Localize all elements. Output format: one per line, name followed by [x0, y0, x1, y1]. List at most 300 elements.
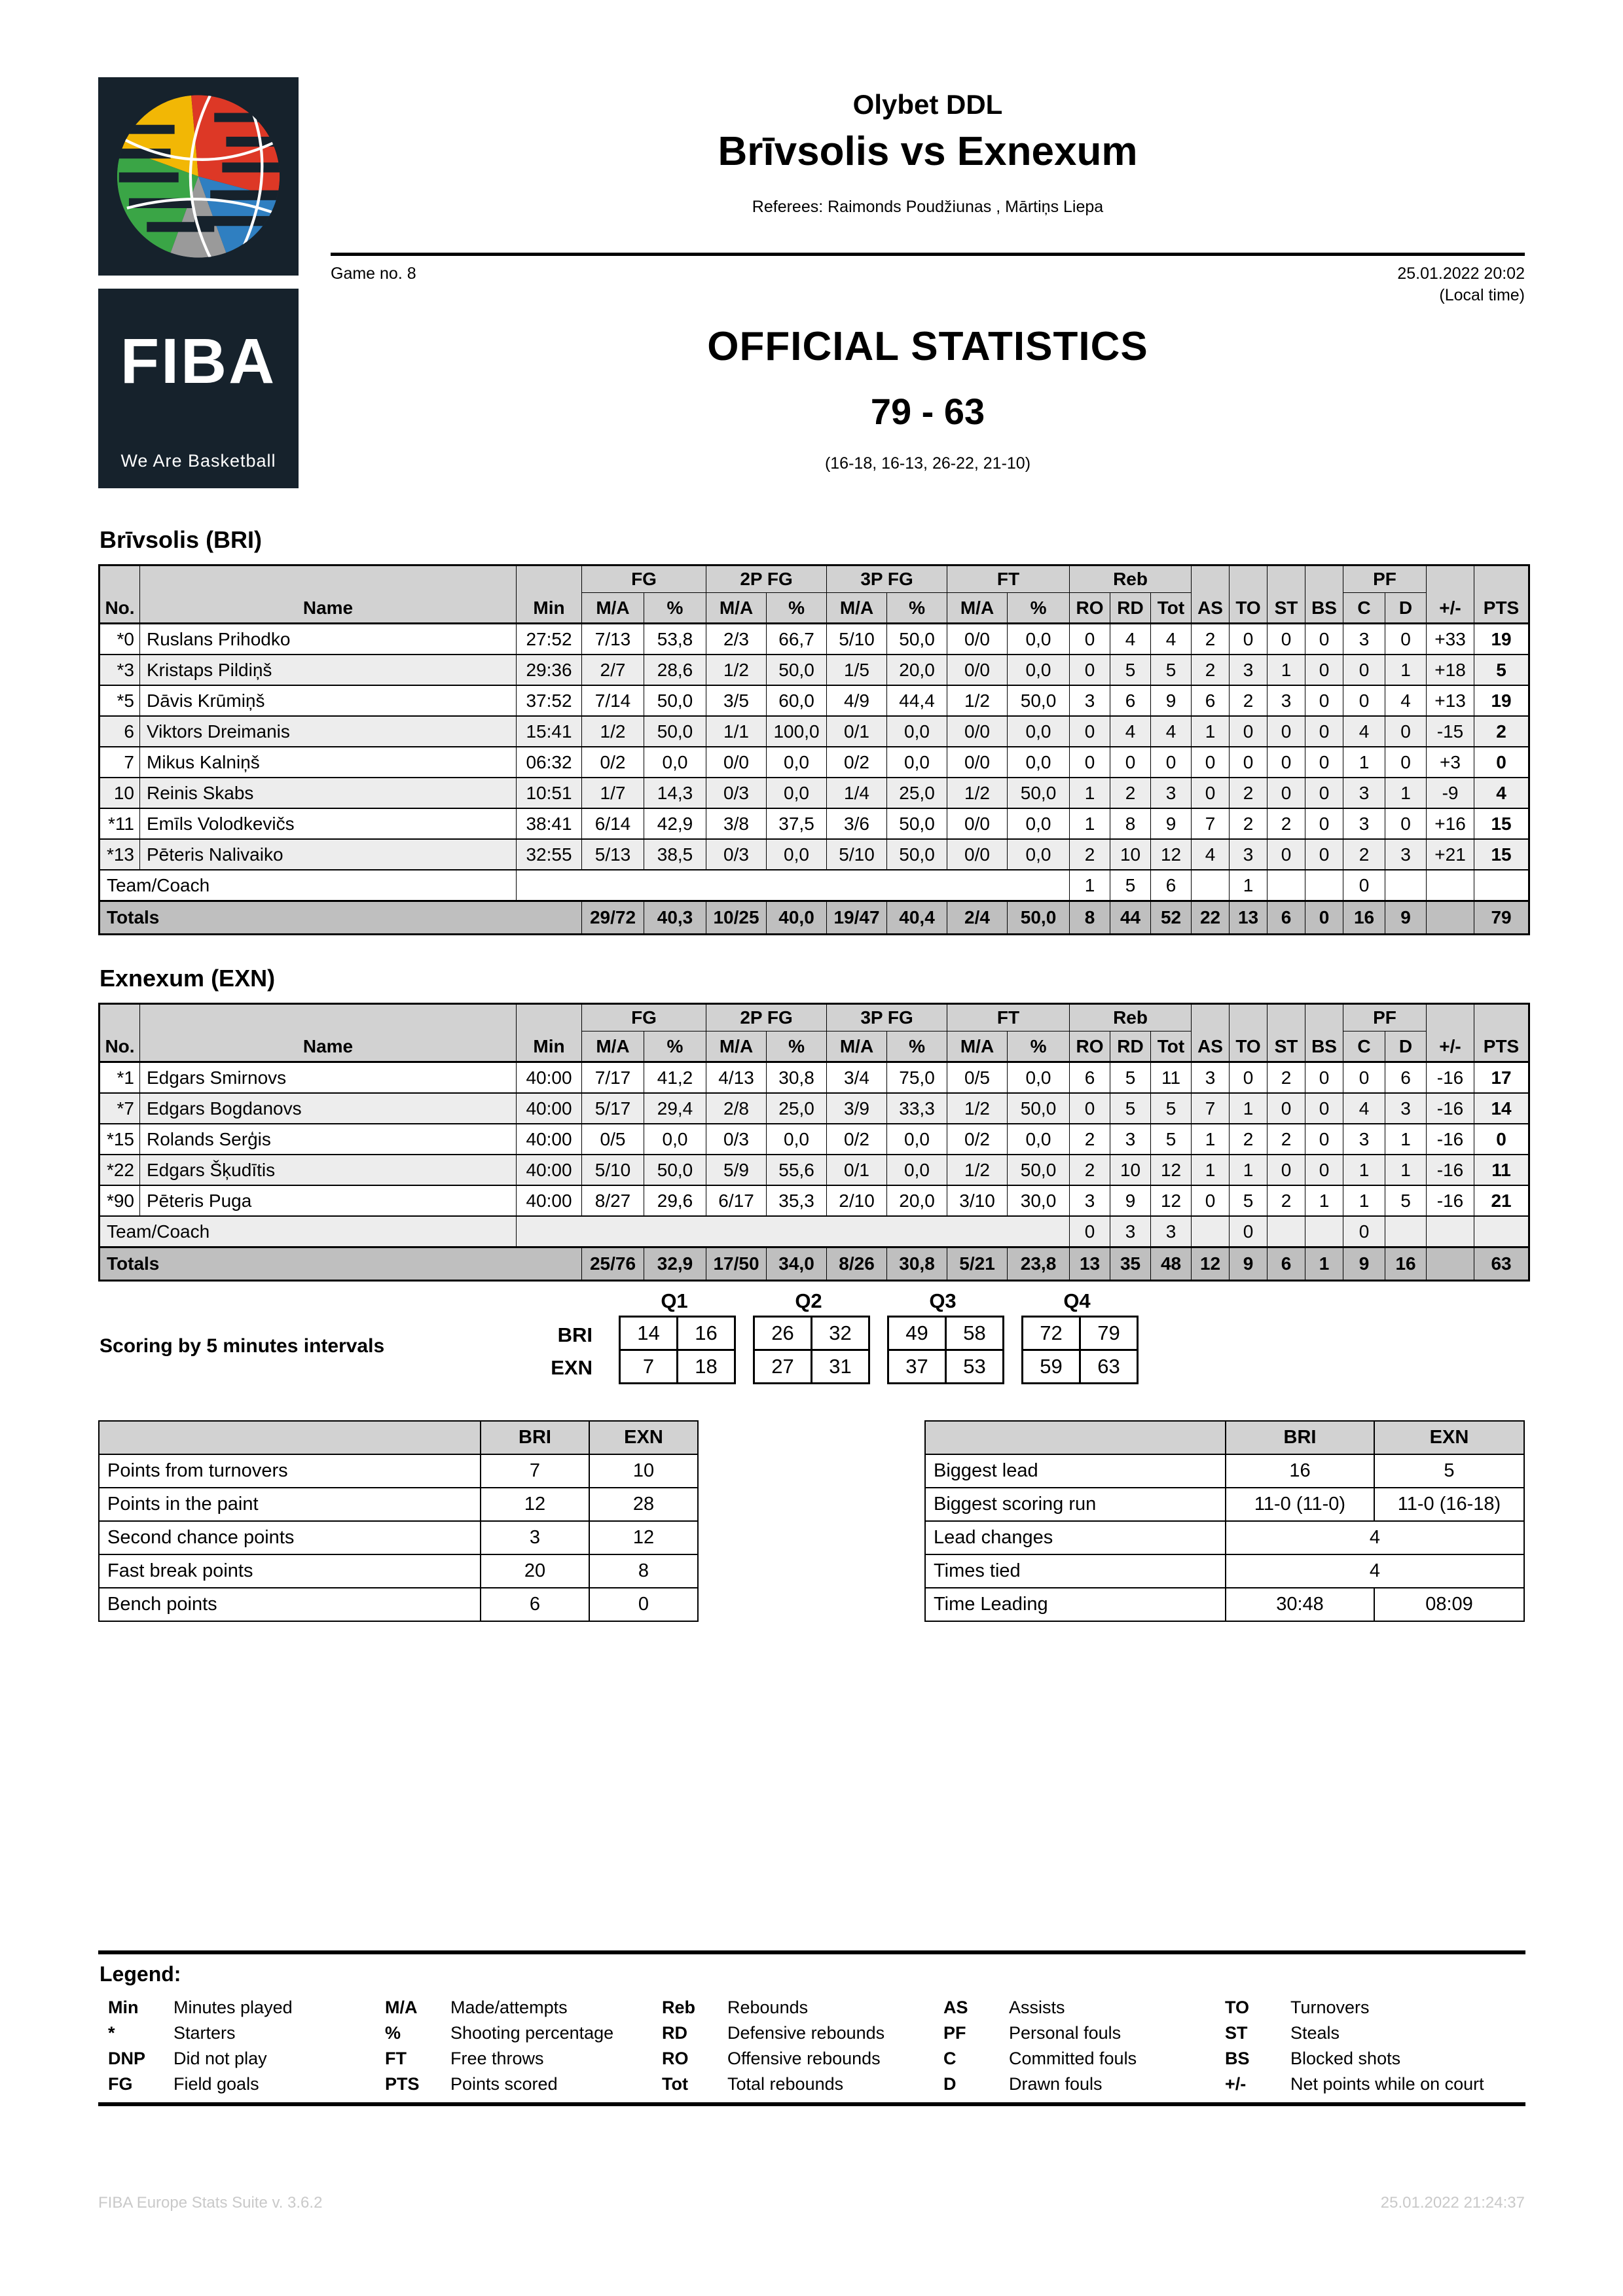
cell: Rolands Serģis: [140, 1124, 517, 1155]
stat-label: Fast break points: [99, 1554, 481, 1588]
cell: +18: [1427, 655, 1474, 685]
cell: Did not play: [173, 2049, 267, 2068]
cell: Edgars Bogdanovs: [140, 1093, 517, 1124]
cell: Made/attempts: [450, 1998, 568, 2017]
cell: 1/2: [706, 655, 767, 685]
summary-header-row: [925, 1421, 1524, 1454]
col-no: No.: [100, 565, 140, 624]
cell: [1192, 1216, 1230, 1247]
cell: 40,3: [644, 901, 706, 935]
cell: 22: [1192, 901, 1230, 935]
table-row: [99, 1488, 698, 1521]
group-pf: PF: [1343, 565, 1427, 593]
cell: 5: [1151, 1124, 1192, 1155]
cell: 3/10: [947, 1185, 1008, 1216]
cell: Drawn fouls: [1009, 2074, 1103, 2094]
cell: 38:41: [517, 808, 582, 839]
cell: 30,8: [767, 1062, 827, 1094]
cell: 0: [1305, 778, 1343, 808]
cell: 2: [1267, 1124, 1305, 1155]
cell: Shooting percentage: [450, 2023, 614, 2043]
col-to: TO: [1230, 1004, 1267, 1062]
cell: 0: [1305, 747, 1343, 778]
team-stats-summary-table: [98, 1420, 699, 1622]
cell: 2: [1192, 624, 1230, 655]
cell: 2: [1070, 839, 1110, 870]
cell: *11: [100, 808, 140, 839]
group-2pfg: 2P FG: [706, 565, 827, 593]
cell: 5: [1110, 1062, 1151, 1094]
cell: 06:32: [517, 747, 582, 778]
cell: Blocked shots: [1290, 2049, 1401, 2068]
cell: FG: [108, 2074, 133, 2094]
cell: 37:52: [517, 685, 582, 716]
cell: +33: [1427, 624, 1474, 655]
cell: 0,0: [887, 716, 947, 747]
cell: 53: [946, 1350, 1004, 1384]
local-time-note: (Local time): [1439, 286, 1525, 304]
exn-team-title: Exnexum (EXN): [100, 965, 276, 992]
cell: *0: [100, 624, 140, 655]
cell: 50,0: [1008, 685, 1070, 716]
player-row: [100, 839, 1529, 870]
cell: 3: [1151, 1216, 1192, 1247]
cell: 0: [1192, 1185, 1230, 1216]
cell: 37: [888, 1350, 946, 1384]
col-bs: BS: [1305, 565, 1343, 624]
quarter-scores: (16-18, 16-13, 26-22, 21-10): [824, 454, 1031, 473]
cell: 40:00: [517, 1124, 582, 1155]
cell: 8/26: [827, 1247, 887, 1281]
cell: 2: [1230, 1124, 1267, 1155]
cell: 29,6: [644, 1185, 706, 1216]
cell: 0/3: [706, 1124, 767, 1155]
cell: 2: [1267, 1185, 1305, 1216]
cell: 2: [1267, 808, 1305, 839]
scoring-team-exn-label: EXN: [551, 1356, 593, 1379]
cell: 1: [1305, 1185, 1343, 1216]
cell: 3: [1385, 1093, 1427, 1124]
cell: +3: [1427, 747, 1474, 778]
cell: Committed fouls: [1009, 2049, 1137, 2068]
player-row: [100, 1093, 1529, 1124]
cell: [1427, 1247, 1474, 1281]
cell: 4: [1110, 716, 1151, 747]
cell: 8/27: [582, 1185, 644, 1216]
table-row: [925, 1554, 1524, 1588]
cell: 3: [481, 1521, 589, 1554]
cell: 0,0: [1008, 839, 1070, 870]
cell: 0/2: [947, 1124, 1008, 1155]
cell: 0/3: [706, 839, 767, 870]
cell: Kristaps Pildiņš: [140, 655, 517, 685]
cell: Net points while on court: [1290, 2074, 1484, 2094]
cell: *90: [100, 1185, 140, 1216]
cell: 2: [1230, 778, 1267, 808]
cell: [99, 1421, 481, 1454]
cell: 2: [1267, 1062, 1305, 1094]
cell: 10:51: [517, 778, 582, 808]
cell: 25,0: [767, 1093, 827, 1124]
cell: 0,0: [767, 1124, 827, 1155]
table-row: [620, 1317, 735, 1350]
legend-table: [108, 1995, 1525, 2097]
group-reb: Reb: [1070, 1004, 1192, 1031]
cell: 2: [1343, 839, 1385, 870]
stat-label: Biggest lead: [925, 1454, 1226, 1488]
cell: 0: [589, 1588, 698, 1621]
cell: 0/0: [947, 655, 1008, 685]
cell: 1: [1230, 1093, 1267, 1124]
cell: 50,0: [887, 839, 947, 870]
cell: 1: [1267, 655, 1305, 685]
cell: 31: [812, 1350, 869, 1384]
group-fg: FG: [582, 565, 706, 593]
cell: 1: [1070, 808, 1110, 839]
cell: 66,7: [767, 624, 827, 655]
player-row: [100, 1155, 1529, 1185]
col-2p-ma: M/A: [706, 593, 767, 624]
cell: 32:55: [517, 839, 582, 870]
final-score: 79 - 63: [870, 391, 985, 432]
cell: 10: [1110, 1155, 1151, 1185]
cell: *7: [100, 1093, 140, 1124]
cell: 0: [1385, 747, 1427, 778]
cell: 3: [1151, 778, 1192, 808]
cell: [1385, 870, 1427, 901]
cell: 2/7: [582, 655, 644, 685]
cell: Edgars Šķudītis: [140, 1155, 517, 1185]
player-row: [100, 1062, 1529, 1094]
basketball-globe-icon: [98, 77, 299, 276]
cell: [1305, 1216, 1343, 1247]
totals-row: [100, 1247, 1529, 1281]
fiba-ball-logo: [98, 77, 299, 276]
cell: 0: [1385, 624, 1427, 655]
cell: 52: [1151, 901, 1192, 935]
quarter-label-q3: Q3: [929, 1289, 957, 1312]
cell: 1/2: [947, 1155, 1008, 1185]
col-c: C: [1343, 1031, 1385, 1062]
cell: 4: [1151, 716, 1192, 747]
cell: 0,0: [644, 747, 706, 778]
cell: 15: [1474, 808, 1529, 839]
cell: Free throws: [450, 2049, 544, 2068]
col-min: Min: [517, 1004, 582, 1062]
cell: 11-0 (16-18): [1374, 1488, 1524, 1521]
cell: PF: [943, 2023, 966, 2043]
cell: 0: [1305, 808, 1343, 839]
col-tot: Tot: [1151, 593, 1192, 624]
player-row: [100, 685, 1529, 716]
col-bs: BS: [1305, 1004, 1343, 1062]
cell: 1: [1305, 1247, 1343, 1281]
cell: 0/0: [706, 747, 767, 778]
cell: 100,0: [767, 716, 827, 747]
cell: 5: [1230, 1185, 1267, 1216]
cell: 2/8: [706, 1093, 767, 1124]
cell: 16: [1343, 901, 1385, 935]
cell: 6: [1110, 685, 1151, 716]
cell: 4/9: [827, 685, 887, 716]
cell: Assists: [1009, 1998, 1065, 2017]
fiba-wordmark: FIBA: [120, 325, 277, 397]
cell: 0: [1070, 747, 1110, 778]
cell: 5: [1151, 655, 1192, 685]
cell: [1267, 870, 1305, 901]
col-st: ST: [1267, 565, 1305, 624]
cell: 44,4: [887, 685, 947, 716]
cell: 0: [1151, 747, 1192, 778]
cell: 0,0: [887, 747, 947, 778]
cell: 5: [1474, 655, 1529, 685]
cell: AS: [943, 1998, 968, 2017]
cell: 9: [1385, 901, 1427, 935]
cell: 6: [1192, 685, 1230, 716]
cell: 0,0: [1008, 808, 1070, 839]
cell: 7: [1192, 808, 1230, 839]
cell: +21: [1427, 839, 1474, 870]
cell: 53,8: [644, 624, 706, 655]
cell: 3/8: [706, 808, 767, 839]
cell: M/A: [385, 1998, 418, 2017]
col-ft-ma: M/A: [947, 593, 1008, 624]
player-row: [100, 778, 1529, 808]
col-fg-ma: M/A: [582, 1031, 644, 1062]
col-2p-pct: %: [767, 593, 827, 624]
scoring-intervals-label: Scoring by 5 minutes intervals: [100, 1335, 385, 1357]
cell: 10: [589, 1454, 698, 1488]
table-row: [99, 1588, 698, 1621]
cell: 12: [1192, 1247, 1230, 1281]
cell: 37,5: [767, 808, 827, 839]
cell: 27:52: [517, 624, 582, 655]
cell: D: [943, 2074, 957, 2094]
header-divider: [331, 253, 1525, 256]
cell: 0,0: [767, 747, 827, 778]
cell: 11-0 (11-0): [1226, 1488, 1374, 1521]
cell: 49: [888, 1317, 946, 1350]
cell: 17: [1474, 1062, 1529, 1094]
stat-label: Lead changes: [925, 1521, 1226, 1554]
cell: 0/5: [582, 1124, 644, 1155]
cell: [1427, 1216, 1474, 1247]
cell: 0: [1110, 747, 1151, 778]
cell: 4: [1151, 624, 1192, 655]
cell: ST: [1225, 2023, 1248, 2043]
col-2p-pct: %: [767, 1031, 827, 1062]
cell: 0,0: [767, 778, 827, 808]
col-d: D: [1385, 1031, 1427, 1062]
cell: 0: [1192, 747, 1230, 778]
cell: 10/25: [706, 901, 767, 935]
header-group-row: [100, 565, 1529, 593]
cell: *22: [100, 1155, 140, 1185]
game-number: Game no. 8: [331, 264, 416, 283]
cell: Mikus Kalniņš: [140, 747, 517, 778]
cell: 1/1: [706, 716, 767, 747]
cell: 7/17: [582, 1062, 644, 1094]
cell: TO: [1225, 1998, 1250, 2017]
league-name: Olybet DDL: [852, 89, 1003, 120]
cell: 6: [1267, 901, 1305, 935]
cell: 0: [1267, 839, 1305, 870]
cell: 79: [1474, 901, 1529, 935]
cell: 20,0: [887, 1185, 947, 1216]
cell: 18: [678, 1350, 735, 1384]
cell: 0,0: [887, 1155, 947, 1185]
cell: [517, 1216, 1070, 1247]
cell: 40:00: [517, 1185, 582, 1216]
cell: Edgars Smirnovs: [140, 1062, 517, 1094]
cell: Turnovers: [1290, 1998, 1370, 2017]
cell: 1: [1192, 716, 1230, 747]
legend-row: [108, 1995, 1525, 2020]
cell: 0,0: [1008, 747, 1070, 778]
footer-app-version: FIBA Europe Stats Suite v. 3.6.2: [98, 2194, 323, 2212]
col-fg-pct: %: [644, 1031, 706, 1062]
group-ft: FT: [947, 1004, 1070, 1031]
fiba-logo: [98, 289, 299, 488]
player-row: [100, 808, 1529, 839]
col-ft-pct: %: [1008, 1031, 1070, 1062]
cell: Min: [108, 1998, 139, 2017]
cell: 0/2: [827, 747, 887, 778]
cell: DNP: [108, 2049, 146, 2068]
cell: 8: [589, 1554, 698, 1588]
cell: 0: [1343, 655, 1385, 685]
cell: 5/10: [827, 839, 887, 870]
cell: -16: [1427, 1062, 1474, 1094]
cell: 79: [1080, 1317, 1138, 1350]
col-3p-pct: %: [887, 1031, 947, 1062]
cell: 0: [1230, 624, 1267, 655]
cell: 7: [1192, 1093, 1230, 1124]
cell: 6: [1070, 1062, 1110, 1094]
cell: Total rebounds: [727, 2074, 844, 2094]
cell: 3/9: [827, 1093, 887, 1124]
cell: 6: [100, 716, 140, 747]
legend-title: Legend:: [100, 1962, 181, 1986]
cell: Totals: [100, 901, 582, 935]
cell: 0: [1385, 808, 1427, 839]
cell: 4: [1343, 716, 1385, 747]
quarter-label-q1: Q1: [661, 1289, 688, 1312]
col-name: Name: [140, 565, 517, 624]
table-row: [754, 1350, 869, 1384]
cell: 35: [1110, 1247, 1151, 1281]
cell: 0/0: [947, 747, 1008, 778]
cell: 1/4: [827, 778, 887, 808]
cell: 50,0: [644, 685, 706, 716]
cell: 28,6: [644, 655, 706, 685]
cell: 15: [1474, 839, 1529, 870]
col-to: TO: [1230, 565, 1267, 624]
cell: 2: [1110, 778, 1151, 808]
group-fg: FG: [582, 1004, 706, 1031]
cell: 11: [1474, 1155, 1529, 1185]
cell: 25,0: [887, 778, 947, 808]
cell: 19: [1474, 685, 1529, 716]
cell: Reb: [662, 1998, 696, 2017]
cell: 20,0: [887, 655, 947, 685]
cell: 14: [620, 1317, 678, 1350]
cell: Dāvis Krūmiņš: [140, 685, 517, 716]
cell: 1: [1070, 778, 1110, 808]
bri-team-title: Brīvsolis (BRI): [100, 526, 263, 553]
cell: 2: [1230, 808, 1267, 839]
cell: 40,0: [767, 901, 827, 935]
cell: 1: [1070, 870, 1110, 901]
cell: [1267, 1216, 1305, 1247]
cell: 3: [1110, 1216, 1151, 1247]
cell: 55,6: [767, 1155, 827, 1185]
cell: 6: [481, 1588, 589, 1621]
cell: 6: [1385, 1062, 1427, 1094]
cell: 1: [1192, 1155, 1230, 1185]
cell: 0/1: [827, 1155, 887, 1185]
col-no: No.: [100, 1004, 140, 1062]
box-score-header: [100, 1004, 1529, 1062]
cell: 9: [1151, 685, 1192, 716]
scoring-team-bri-label: BRI: [557, 1323, 593, 1346]
stat-label: Second chance points: [99, 1521, 481, 1554]
cell: -9: [1427, 778, 1474, 808]
cell: 26: [754, 1317, 812, 1350]
cell: BS: [1225, 2049, 1250, 2068]
cell: Field goals: [173, 2074, 259, 2094]
cell: 1: [1343, 747, 1385, 778]
game-datetime: 25.01.2022 20:02: [1397, 264, 1525, 283]
col-ro: RO: [1070, 1031, 1110, 1062]
table-row: [99, 1521, 698, 1554]
table-row: [1023, 1317, 1138, 1350]
cell: Defensive rebounds: [727, 2023, 885, 2043]
cell: 12: [589, 1521, 698, 1554]
cell: 0,0: [1008, 655, 1070, 685]
cell: 3: [1070, 685, 1110, 716]
cell: 4: [1385, 685, 1427, 716]
cell: FT: [385, 2049, 407, 2068]
cell: 0: [1305, 685, 1343, 716]
cell: 58: [946, 1317, 1004, 1350]
cell: -16: [1427, 1124, 1474, 1155]
cell: 41,2: [644, 1062, 706, 1094]
col-min: Min: [517, 565, 582, 624]
table-row: [888, 1350, 1004, 1384]
cell: 0: [1305, 655, 1343, 685]
cell: 5/10: [827, 624, 887, 655]
cell: 2: [1070, 1155, 1110, 1185]
cell: 19/47: [827, 901, 887, 935]
cell: 0: [1070, 655, 1110, 685]
table-row: [925, 1488, 1524, 1521]
cell: 10: [100, 778, 140, 808]
legend-row: [108, 2046, 1525, 2072]
cell: 0: [1192, 778, 1230, 808]
cell: 3: [1230, 839, 1267, 870]
cell: 29,4: [644, 1093, 706, 1124]
col-d: D: [1385, 593, 1427, 624]
cell: 1: [1385, 1155, 1427, 1185]
cell: 0,0: [1008, 716, 1070, 747]
cell: 0: [1230, 716, 1267, 747]
cell: [1192, 870, 1230, 901]
cell: 1/2: [947, 778, 1008, 808]
cell: Emīls Volodkevičs: [140, 808, 517, 839]
cell: -15: [1427, 716, 1474, 747]
cell: Rebounds: [727, 1998, 809, 2017]
